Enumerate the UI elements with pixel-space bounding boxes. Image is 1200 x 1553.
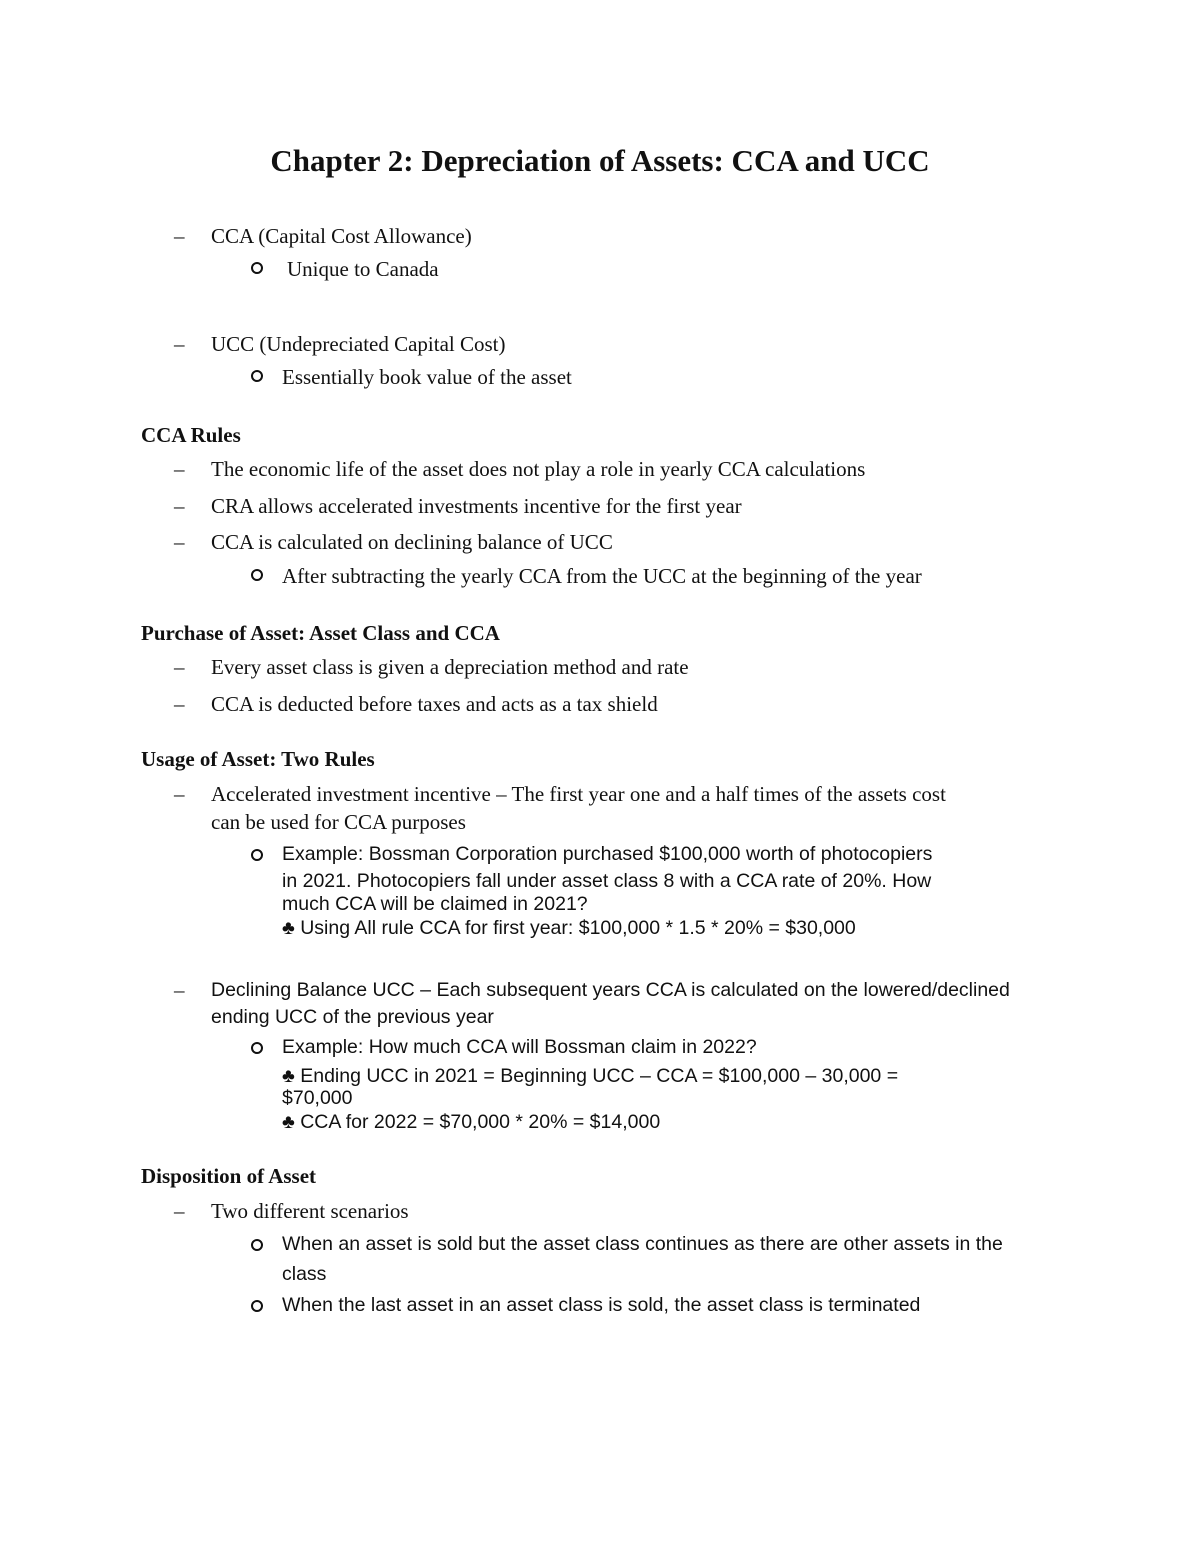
dash-bullet: – <box>174 224 185 248</box>
dash-bullet: – <box>174 1199 185 1223</box>
page-title: Chapter 2: Depreciation of Assets: CCA and UCC <box>270 143 930 178</box>
section-heading-purchase: Purchase of Asset: Asset Class and CCA <box>141 621 500 645</box>
purchase-item: CCA is deducted before taxes and acts as a tax shield <box>211 692 658 716</box>
cca-unique: Unique to Canada <box>287 257 439 281</box>
cca-rule-subitem: After subtracting the yearly CCA from the UCC at the beginning of the year <box>282 564 922 588</box>
usage-rule1-line1: Accelerated investment incentive – The first year one and a half times of the assets cost <box>211 782 946 806</box>
circle-bullet-icon <box>251 1300 263 1312</box>
example1-line3: much CCA will be claimed in 2021? <box>282 893 588 915</box>
cca-rule-item: The economic life of the asset does not play a role in yearly CCA calculations <box>211 457 866 481</box>
circle-bullet-icon <box>251 262 263 274</box>
example2: Example: How much CCA will Bossman claim in 2022? <box>282 1036 757 1058</box>
cca-rule-item: CCA is calculated on declining balance of UCC <box>211 530 613 554</box>
example1-line1: Example: Bossman Corporation purchased $100,000 worth of photocopiers <box>282 843 933 865</box>
usage-rule2-line1: Declining Balance UCC – Each subsequent years CCA is calculated on the lowered/declined <box>211 979 1010 1001</box>
dash-bullet: – <box>174 457 185 481</box>
dash-bullet: – <box>174 978 185 1002</box>
dash-bullet: – <box>174 530 185 554</box>
disposition-sub2: When the last asset in an asset class is sold, the asset class is terminated <box>282 1294 921 1316</box>
example2-answer2 <box>282 1110 660 1134</box>
section-heading-cca-rules: CCA Rules <box>141 423 241 447</box>
section-heading-disposition: Disposition of Asset <box>141 1164 317 1188</box>
dash-bullet: – <box>174 782 185 806</box>
circle-bullet-icon <box>251 370 263 382</box>
club-bullet-icon: ♣ <box>282 1065 295 1087</box>
circle-bullet-icon <box>251 569 263 581</box>
cca-rule-item: CRA allows accelerated investments incentive for the first year <box>211 494 742 518</box>
example2-answer2-text: CCA for 2022 = $70,000 * 20% = $14,000 <box>300 1111 661 1133</box>
circle-bullet-icon <box>251 1042 263 1054</box>
usage-rule1-line2: can be used for CCA purposes <box>211 810 466 834</box>
dash-bullet: – <box>174 332 185 356</box>
dash-bullet: – <box>174 692 185 716</box>
cca-definition: CCA (Capital Cost Allowance) <box>211 224 472 248</box>
dash-bullet: – <box>174 494 185 518</box>
disposition-item: Two different scenarios <box>211 1199 409 1223</box>
usage-rule2-line2: ending UCC of the previous year <box>211 1006 494 1028</box>
circle-bullet-icon <box>251 1239 263 1251</box>
disposition-sub1-line2: class <box>282 1263 327 1285</box>
example1-line2: in 2021. Photocopiers fall under asset class 8 with a CCA rate of 20%. How <box>282 870 932 892</box>
dash-bullet: – <box>174 655 185 679</box>
section-heading-usage: Usage of Asset: Two Rules <box>141 747 375 771</box>
circle-bullet-icon <box>251 849 263 861</box>
club-bullet-icon: ♣ <box>282 917 295 939</box>
example1-answer-text: Using All rule CCA for first year: $100,000 * 1.5 * 20% = $30,000 <box>300 917 856 939</box>
example2-answer1 <box>282 1064 898 1088</box>
example2-answer1-line2: $70,000 <box>282 1087 353 1109</box>
example2-answer1-text: Ending UCC in 2021 = Beginning UCC – CCA = $100,000 – 30,000 = <box>300 1065 899 1087</box>
ucc-book-value: Essentially book value of the asset <box>282 365 572 389</box>
club-bullet-icon: ♣ <box>282 1111 295 1133</box>
disposition-sub1-line1: When an asset is sold but the asset class continues as there are other assets in the <box>282 1233 1003 1255</box>
example1-answer <box>282 916 856 940</box>
purchase-item: Every asset class is given a depreciation method and rate <box>211 655 689 679</box>
ucc-definition: UCC (Undepreciated Capital Cost) <box>211 332 506 356</box>
